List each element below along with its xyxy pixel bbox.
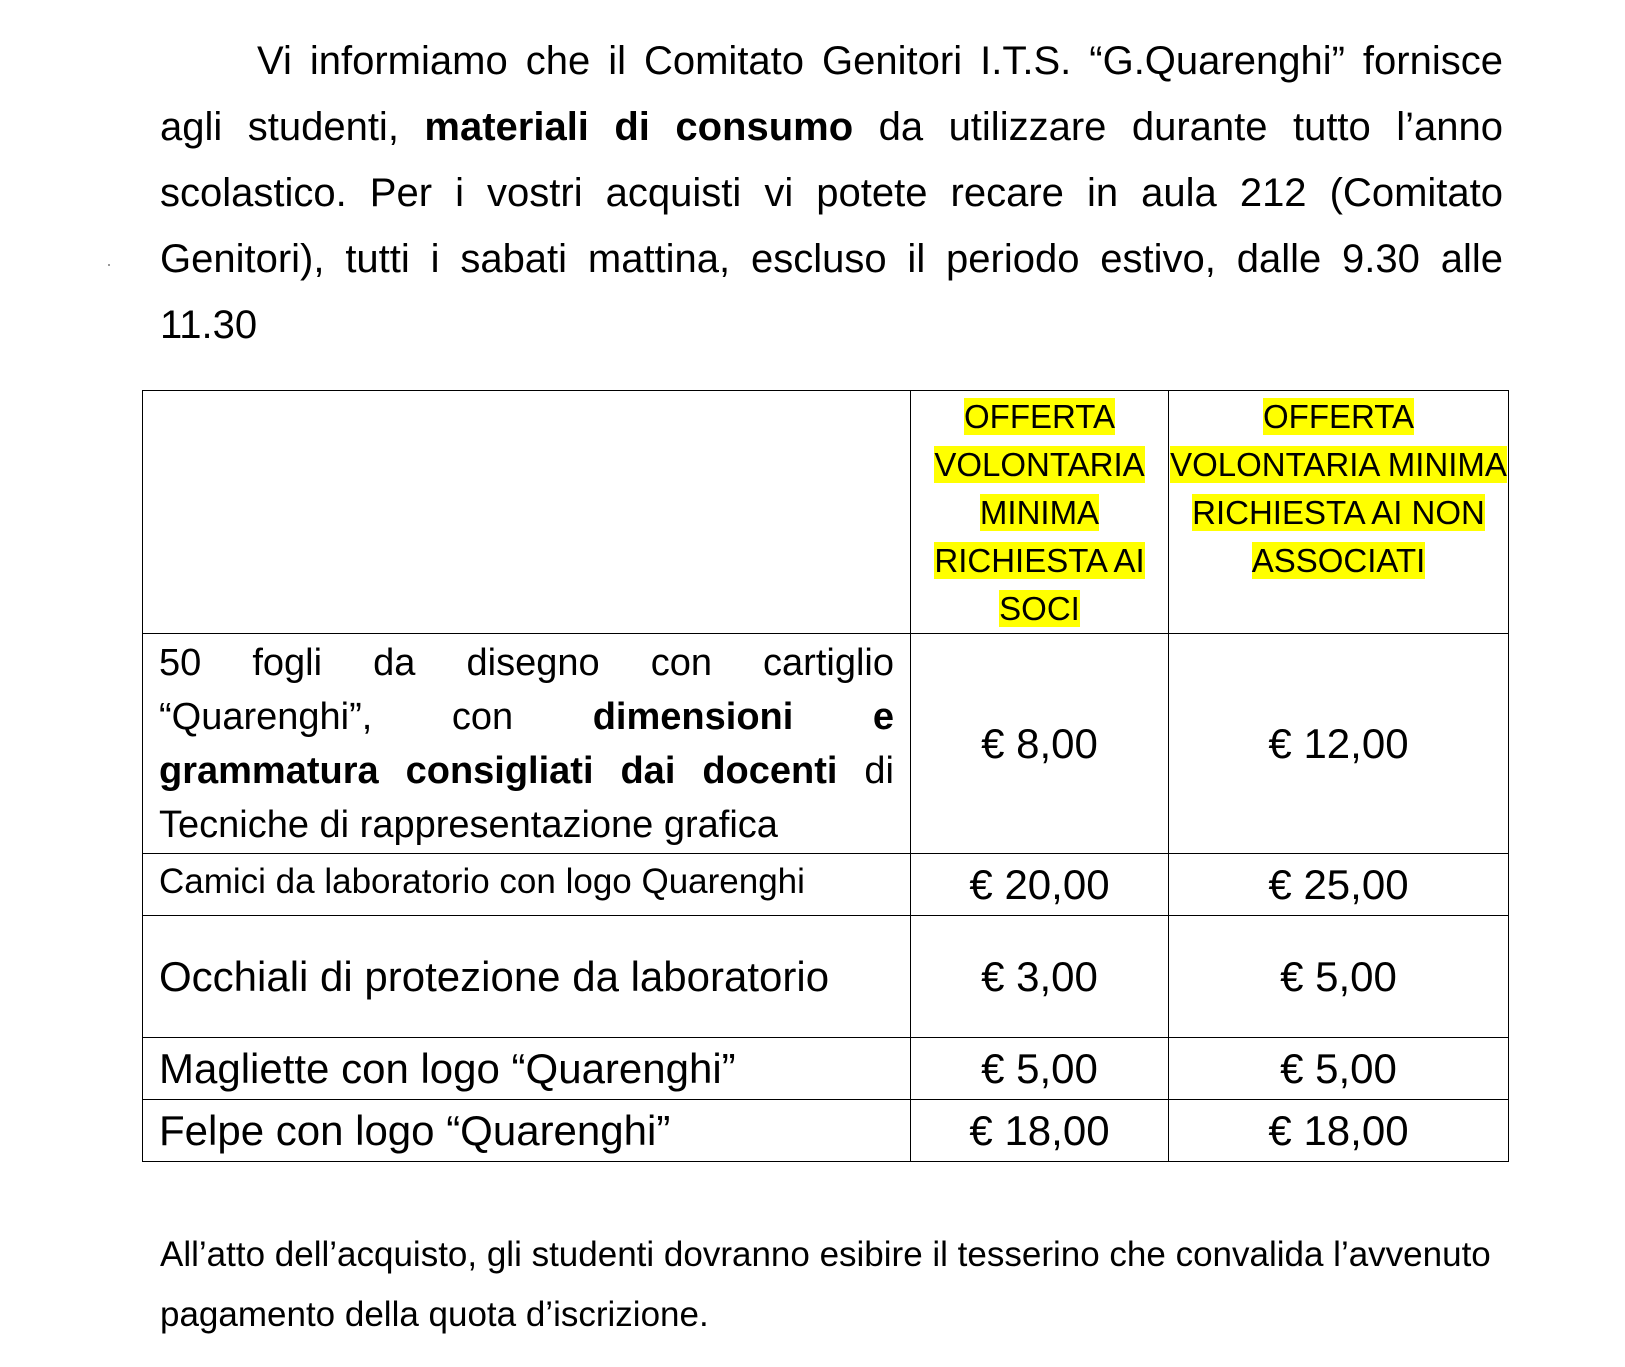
table-header-row: [143, 391, 1509, 634]
price-non-associati: € 5,00: [1169, 1038, 1509, 1100]
price-non-associati: € 25,00: [1169, 854, 1509, 916]
desc-text: di Tecniche di rappresentazione grafica: [159, 749, 894, 846]
footer-paragraph: All’atto dell’acquisto, gli studenti dovranno esibire il tesserino che convalida l’avvenuto pagamento della quota d’iscrizione.: [160, 1235, 1491, 1334]
price-soci: € 18,00: [911, 1100, 1169, 1162]
row-description-occhiali: Occhiali di protezione da laboratorio: [143, 916, 911, 1038]
intro-bold-text: materiali di consumo: [424, 105, 854, 149]
price-non-associati: € 5,00: [1169, 916, 1509, 1038]
header-empty-cell: [143, 391, 911, 634]
price-soci: € 3,00: [911, 916, 1169, 1038]
row-description-fogli: [143, 634, 911, 854]
header-soci-cell: [911, 391, 1169, 634]
stray-dot: [108, 264, 110, 266]
intro-text-part1: Vi informiamo che il Comitato Genitori I.T.S. “G.Quarenghi” fornisce agli studenti,: [160, 39, 1503, 149]
price-soci: € 20,00: [911, 854, 1169, 916]
table-row: [143, 1100, 1509, 1162]
desc-bold-text: dimensioni e grammatura consigliati dai docenti: [159, 695, 894, 792]
header-non-associati-cell: [1169, 391, 1509, 634]
price-table: [142, 390, 1509, 1162]
price-non-associati: € 12,00: [1169, 634, 1509, 854]
intro-paragraph: [160, 28, 1503, 358]
intro-text-part2: da utilizzare durante tutto l’anno scolastico. Per i vostri acquisti vi potete recare in aula 212 (Comitato Genitori), tutti i sabati mattina, escluso il periodo estivo, dalle 9.30 alle 11.30: [160, 105, 1504, 347]
table-row: [143, 916, 1509, 1038]
table-row: [143, 1038, 1509, 1100]
header-non-associati-label: OFFERTA VOLONTARIA MINIMA RICHIESTA AI NON ASSOCIATI: [1170, 398, 1507, 579]
row-description-felpe: Felpe con logo “Quarenghi”: [143, 1100, 911, 1162]
header-soci-label: OFFERTA VOLONTARIA MINIMA RICHIESTA AI SOCI: [934, 398, 1145, 627]
table-row: [143, 634, 1509, 854]
price-soci: € 8,00: [911, 634, 1169, 854]
table-row: [143, 854, 1509, 916]
desc-text: 50 fogli da disegno con cartiglio “Quarenghi”, con: [159, 641, 894, 738]
row-description-camici: Camici da laboratorio con logo Quarenghi: [143, 854, 911, 916]
row-description-magliette: Magliette con logo “Quarenghi”: [143, 1038, 911, 1100]
price-non-associati: € 18,00: [1169, 1100, 1509, 1162]
price-soci: € 5,00: [911, 1038, 1169, 1100]
